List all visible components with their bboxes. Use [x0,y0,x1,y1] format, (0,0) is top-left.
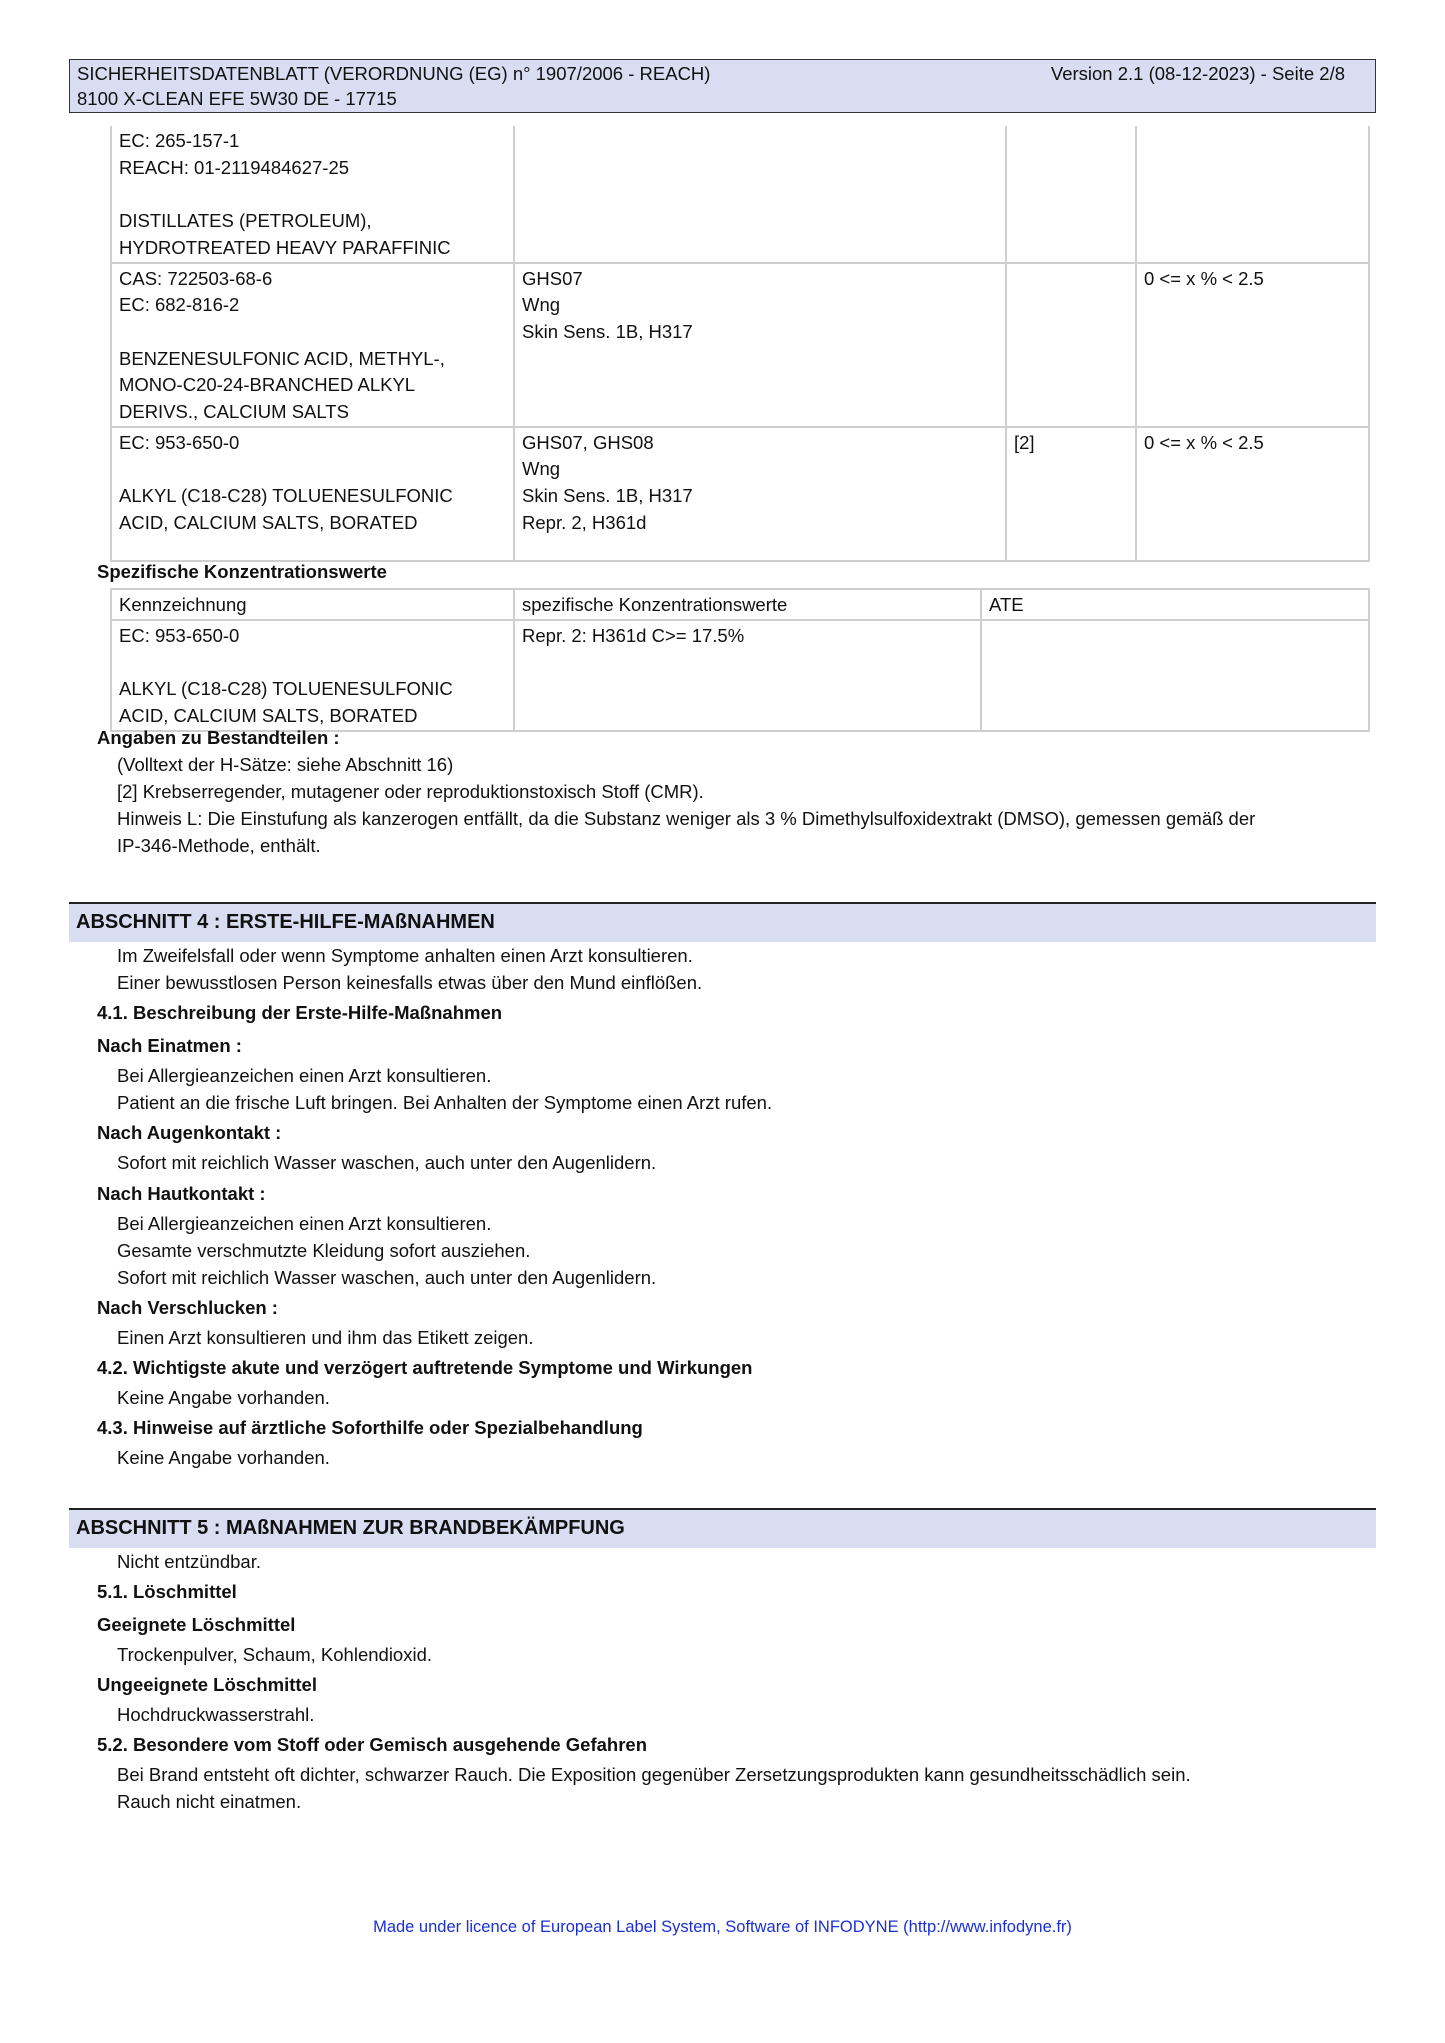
identification-cell [111,427,514,561]
ate-cell [981,620,1369,731]
table-row [111,427,1369,561]
cell-line: Skin Sens. 1B, H317 [522,320,693,342]
cell-line: ACID, CALCIUM SALTS, BORATED [119,704,418,726]
note-cell [1006,263,1136,427]
identification-cell [111,620,514,731]
cell-line [119,649,506,676]
cell-line: GHS07, GHS08 [522,431,654,453]
identification-cell [111,126,514,263]
cell-line: Wng [522,458,561,480]
info-line: Hinweis L: Die Einstufung als kanzerogen entfällt, da die Substanz weniger als 3 % Dimethylsulfoxidextrakt (DMSO), gemessen gemäß der [117,808,1256,829]
cell-line: DISTILLATES (PETROLEUM), [119,210,372,232]
unsuitable-media-label: Ungeeignete Löschmittel [97,1674,317,1695]
product-name: 8100 X-CLEAN EFE 5W30 DE - 17715 [77,88,397,109]
subsection-5-2-line: Rauch nicht einatmen. [117,1791,302,1812]
subsection-5-1-title: 5.1. Löschmittel [97,1581,237,1602]
cell-line: ALKYL (C18-C28) TOLUENESULFONIC [119,485,453,507]
subsection-5-2-line: Bei Brand entsteht oft dichter, schwarzer Rauch. Die Exposition gegenüber Zersetzungsprodukten kann gesundheitsschädlich sein. [117,1764,1191,1785]
subsection-4-3-text: Keine Angabe vorhanden. [117,1447,330,1468]
table-header-row [111,589,1369,620]
cell-line: GHS07 [522,267,583,289]
section-5-intro: Nicht entzündbar. [117,1551,261,1572]
classification-cell [514,263,1006,427]
note-cell: [2] [1006,427,1136,561]
document-header [69,59,1376,113]
cell-line: ALKYL (C18-C28) TOLUENESULFONIC [119,678,453,700]
table-row [111,620,1369,731]
cell-line: Skin Sens. 1B, H317 [522,485,693,507]
intro-line: Einer bewusstlosen Person keinesfalls etwas über den Mund einflößen. [117,972,703,993]
unsuitable-media-text: Hochdruckwasserstrahl. [117,1704,315,1725]
cell-line: ACID, CALCIUM SALTS, BORATED [119,511,418,533]
ingestion-label: Nach Verschlucken : [97,1297,278,1318]
cell-line: REACH: 01-2119484627-25 [119,156,350,178]
skin-contact-label: Nach Hautkontakt : [97,1183,266,1204]
inhalation-line: Bei Allergieanzeichen einen Arzt konsultieren. [117,1065,492,1086]
subsection-5-2-title: 5.2. Besondere vom Stoff oder Gemisch ausgehende Gefahren [97,1734,648,1755]
cell-line: Repr. 2, H361d [522,511,647,533]
skin-contact-line: Sofort mit reichlich Wasser waschen, auch unter den Augenlidern. [117,1267,657,1288]
cell-line [119,181,506,208]
percent-cell: 0 <= x % < 2.5 [1136,427,1369,561]
suitable-media-label: Geeignete Löschmittel [97,1614,296,1635]
table-row [111,126,1369,263]
cell-line: MONO-C20-24-BRANCHED ALKYL [119,374,416,396]
percent-cell [1136,126,1369,263]
column-header: spezifische Konzentrationswerte [514,589,981,620]
cell-line: Wng [522,294,561,316]
classification-cell [514,126,1006,263]
ingredients-info-heading: Angaben zu Bestandteilen : [97,727,340,748]
intro-line: Im Zweifelsfall oder wenn Symptome anhalten einen Arzt konsultieren. [117,945,693,966]
identification-cell [111,263,514,427]
document-title: SICHERHEITSDATENBLATT (VERORDNUNG (EG) n° 1907/2006 - REACH) [77,63,711,84]
inhalation-label: Nach Einatmen : [97,1035,242,1056]
suitable-media-text: Trockenpulver, Schaum, Kohlendioxid. [117,1644,433,1665]
cell-line: EC: 953-650-0 [119,431,240,453]
cell-line: EC: 953-650-0 [119,624,240,646]
cell-line [119,456,506,483]
info-line: IP-346-Methode, enthält. [117,835,321,856]
ingestion-line: Einen Arzt konsultieren und ihm das Etikett zeigen. [117,1327,534,1348]
specific-concentration-table [110,588,1370,732]
subsection-4-1-title: 4.1. Beschreibung der Erste-Hilfe-Maßnahmen [97,1002,503,1023]
footer-license-link[interactable]: Made under licence of European Label System, Software of INFODYNE (http://www.infodyne.fr) [373,1918,1072,1936]
note-cell [1006,126,1136,263]
skin-contact-line: Bei Allergieanzeichen einen Arzt konsultieren. [117,1213,492,1234]
classification-cell [514,427,1006,561]
section-5-header [69,1508,1376,1548]
table-row [111,263,1369,427]
percent-cell: 0 <= x % < 2.5 [1136,263,1369,427]
cell-line: CAS: 722503-68-6 [119,267,273,289]
cell-line [119,319,506,346]
section-4-header [69,902,1376,942]
info-line: [2] Krebserregender, mutagener oder reproduktionstoxisch Stoff (CMR). [117,781,704,802]
composition-table [110,126,1370,562]
cell-line: EC: 265-157-1 [119,130,240,151]
eye-contact-label: Nach Augenkontakt : [97,1122,282,1143]
section-5-title: ABSCHNITT 5 : MAßNAHMEN ZUR BRANDBEKÄMPFUNG [76,1517,625,1539]
cell-line: EC: 682-816-2 [119,294,240,316]
subsection-4-2-title: 4.2. Wichtigste akute und verzögert auftretende Symptome und Wirkungen [97,1357,753,1378]
info-line: (Volltext der H-Sätze: siehe Abschnitt 16) [117,754,454,775]
cell-line: DERIVS., CALCIUM SALTS [119,401,349,422]
cell-line: BENZENESULFONIC ACID, METHYL-, [119,347,445,369]
cell-line: HYDROTREATED HEAVY PARAFFINIC [119,236,451,258]
concentration-value-cell: Repr. 2: H361d C>= 17.5% [514,620,981,731]
specific-concentration-heading: Spezifische Konzentrationswerte [97,561,387,582]
column-header: ATE [981,589,1369,620]
skin-contact-line: Gesamte verschmutzte Kleidung sofort ausziehen. [117,1240,531,1261]
inhalation-line: Patient an die frische Luft bringen. Bei Anhalten der Symptome einen Arzt rufen. [117,1092,773,1113]
section-4-title: ABSCHNITT 4 : ERSTE-HILFE-MAßNAHMEN [76,911,495,933]
column-header: Kennzeichnung [111,589,514,620]
subsection-4-2-text: Keine Angabe vorhanden. [117,1387,330,1408]
subsection-4-3-title: 4.3. Hinweise auf ärztliche Soforthilfe oder Spezialbehandlung [97,1417,643,1438]
eye-contact-line: Sofort mit reichlich Wasser waschen, auch unter den Augenlidern. [117,1152,657,1173]
version-page: Version 2.1 (08-12-2023) - Seite 2/8 [1050,63,1345,84]
